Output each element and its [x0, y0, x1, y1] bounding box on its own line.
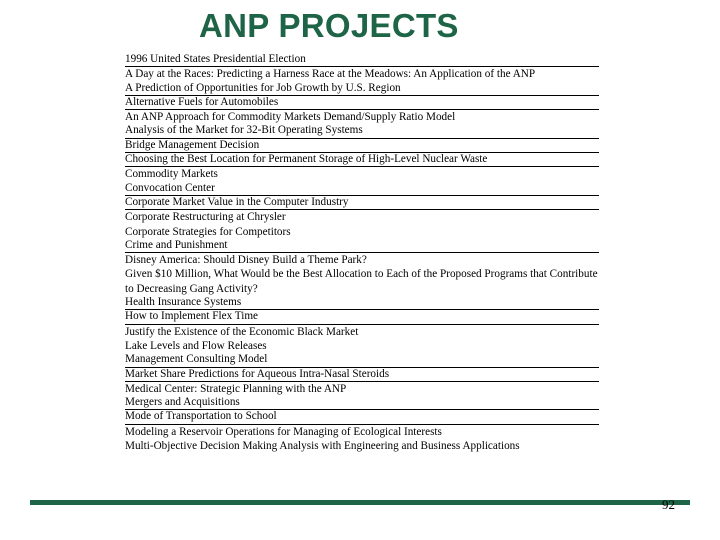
list-item: Analysis of the Market for 32-Bit Operating Systems — [125, 124, 599, 138]
list-item: Disney America: Should Disney Build a Theme Park? — [125, 254, 367, 267]
slide-title: ANP PROJECTS — [199, 7, 459, 44]
list-item: A Day at the Races: Predicting a Harness Race at the Meadows: An Application of the ANP — [125, 68, 536, 81]
list-item: Corporate Market Value in the Computer Industry — [125, 196, 599, 210]
list-item: Crime and Punishment — [125, 239, 599, 253]
list-item: Health Insurance Systems — [125, 296, 599, 310]
list-item: How to Implement Flex Time — [125, 310, 599, 324]
footer-divider — [30, 500, 690, 505]
list-item: Mergers and Acquisitions — [125, 396, 599, 410]
list-item: Corporate Restructuring at Chrysler — [125, 211, 286, 224]
list-item: Mode of Transportation to School — [125, 410, 599, 424]
list-item: Alternative Fuels for Automobiles — [125, 96, 599, 110]
list-item: Bridge Management Decision — [125, 139, 599, 153]
list-item: Given $10 Million, What Would be the Best Allocation to Each of the Proposed Programs that Contribute to Decreasing Gang Activity? — [125, 268, 598, 295]
list-item: An ANP Approach for Commodity Markets Demand/Supply Ratio Model — [125, 111, 456, 124]
list-item: Lake Levels and Flow Releases — [125, 339, 267, 352]
list-item: Market Share Predictions for Aqueous Intra-Nasal Steroids — [125, 368, 599, 382]
list-item: Management Consulting Model — [125, 353, 599, 367]
list-item: A Prediction of Opportunities for Job Growth by U.S. Region — [125, 82, 599, 96]
list-item: Corporate Strategies for Competitors — [125, 225, 291, 238]
page-number: 92 — [662, 497, 675, 512]
list-item: Medical Center: Strategic Planning with the ANP — [125, 382, 347, 395]
list-item: Convocation Center — [125, 182, 599, 196]
list-item: 1996 United States Presidential Election — [125, 53, 599, 67]
list-item: Multi-Objective Decision Making Analysis with Engineering and Business Applications — [125, 440, 520, 453]
list-item: Commodity Markets — [125, 168, 218, 181]
list-item: Justify the Existence of the Economic Black Market — [125, 325, 359, 338]
list-item: Modeling a Reservoir Operations for Managing of Ecological Interests — [125, 425, 442, 438]
list-item: Choosing the Best Location for Permanent Storage of High-Level Nuclear Waste — [125, 153, 599, 167]
project-list — [125, 53, 599, 453]
